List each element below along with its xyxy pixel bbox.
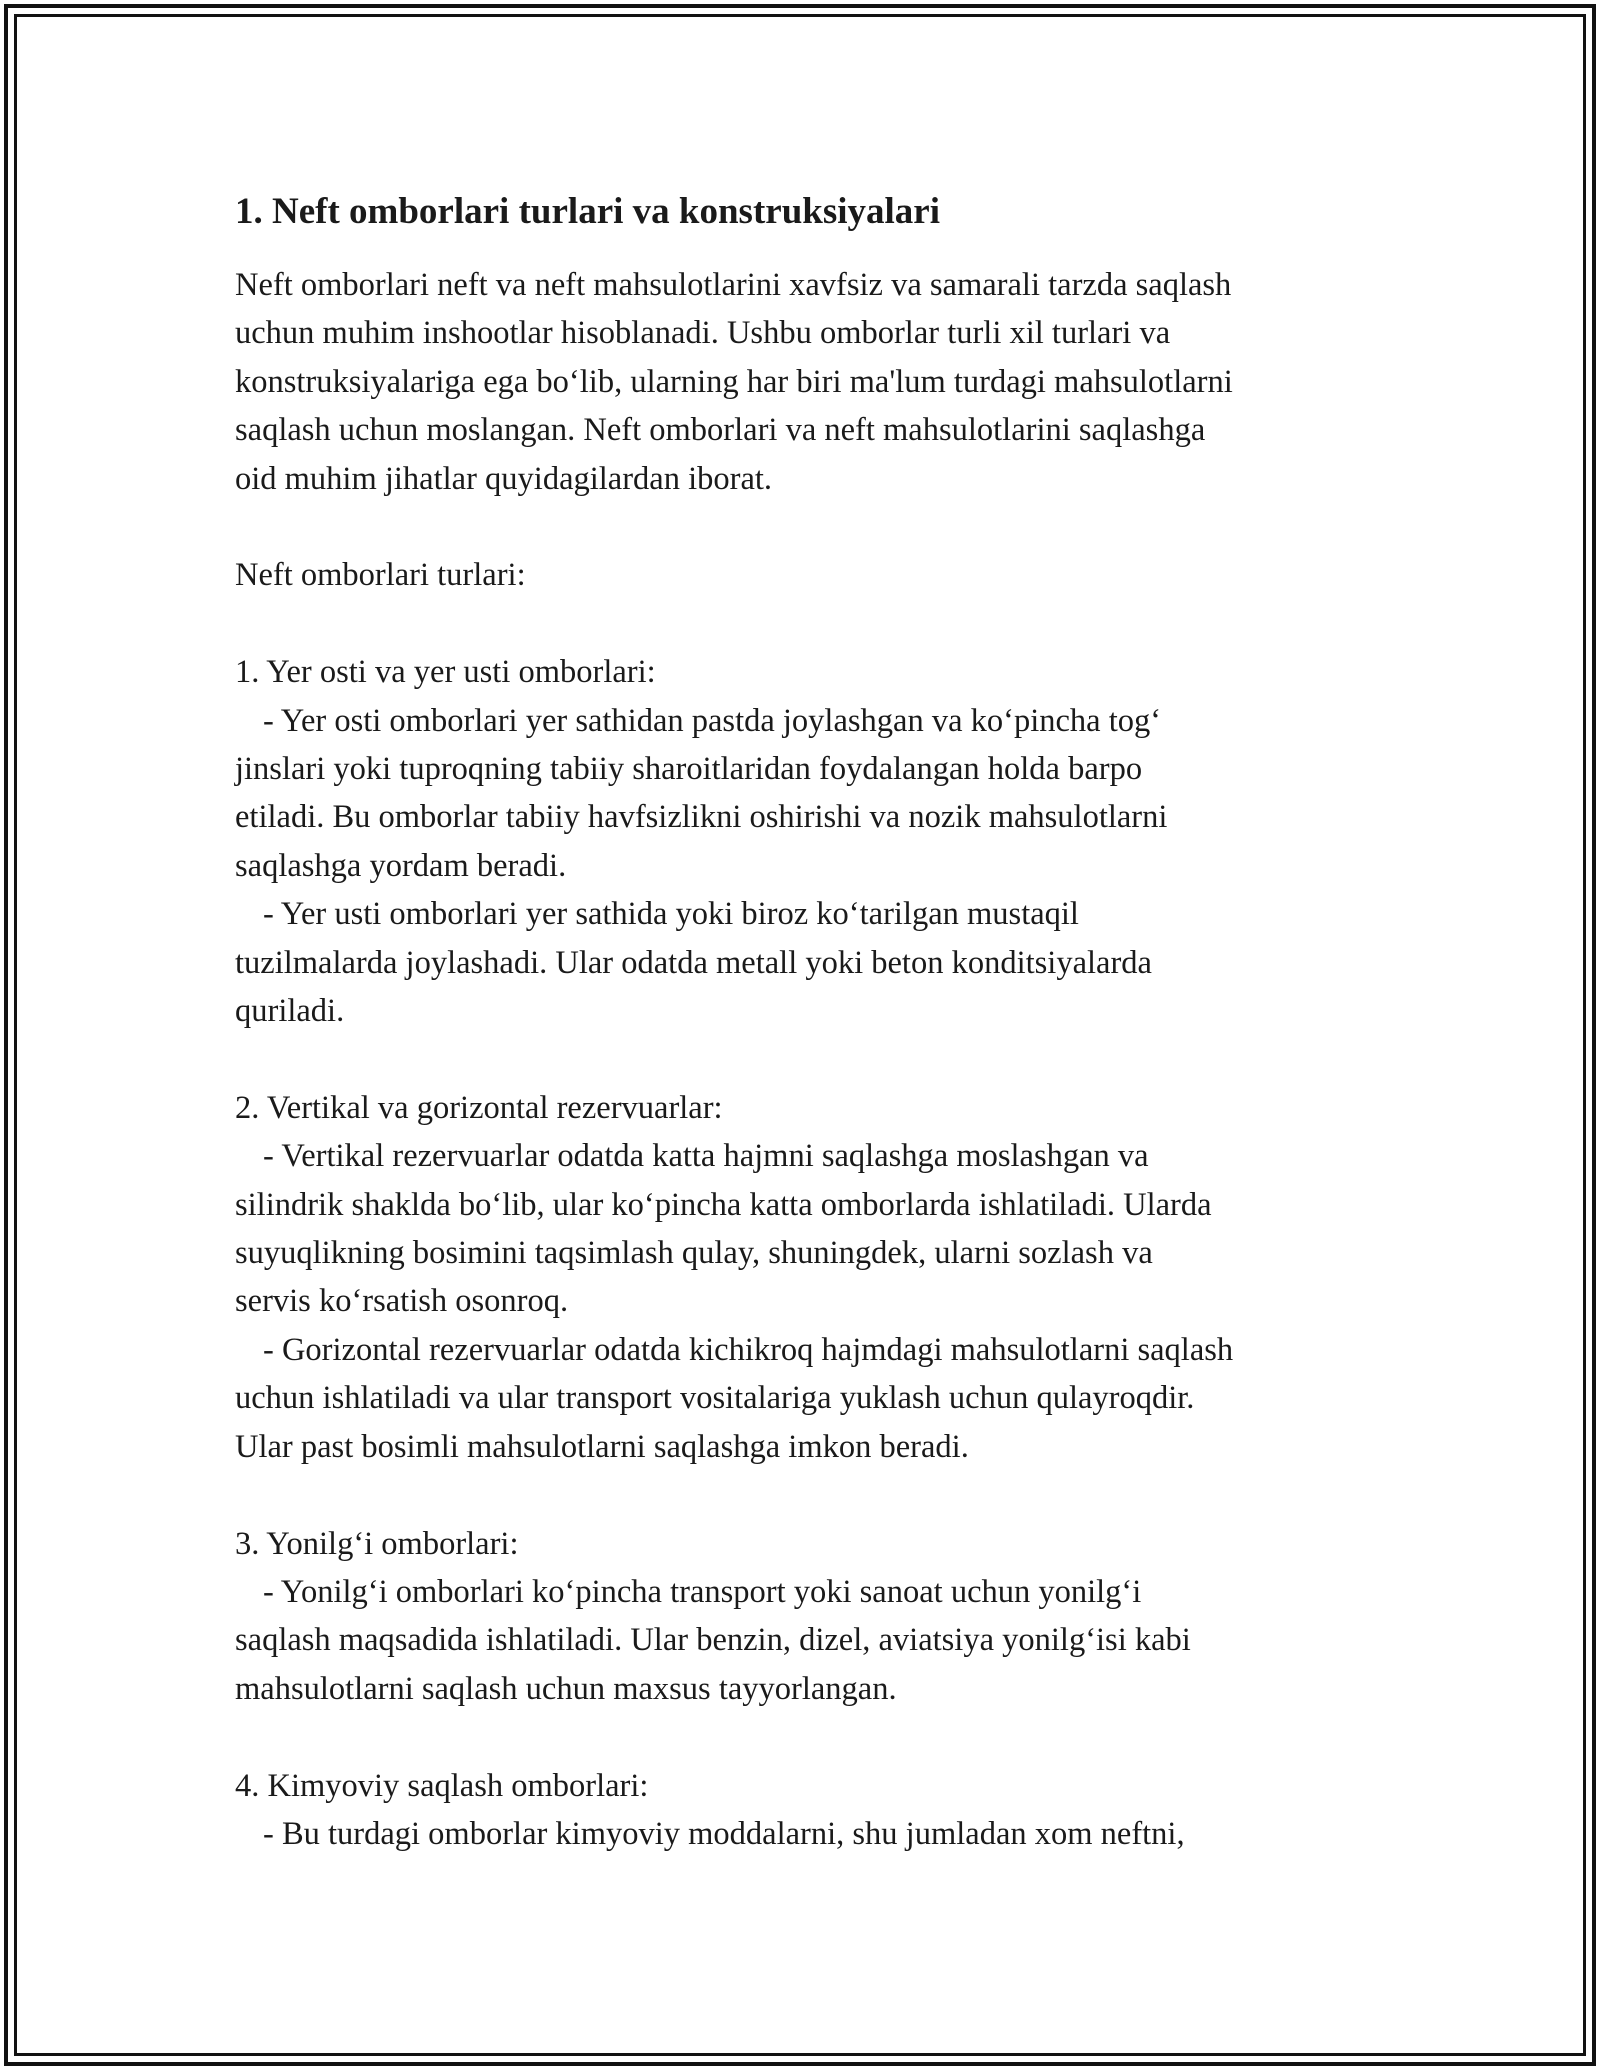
bullet-line: - Bu turdagi omborlar kimyoviy moddalarni, shu jumladan xom neftni, [263,1815,1185,1852]
bullet-line: - Yonilg‘i omborlari ko‘pincha transport yoki sanoat uchun yonilg‘i [263,1573,1142,1610]
text-line: suyuqlikning bosimini taqsimlash qulay, shuningdek, ularni sozlash va [235,1235,1153,1272]
text-line: Neft omborlari neft va neft mahsulotlarini xavfsiz va samarali tarzda saqlash [235,267,1232,303]
bullet-line: - Vertikal rezervuarlar odatda katta hajmni saqlashga moslashgan va [263,1138,1149,1175]
text-line: uchun muhim inshootlar hisoblanadi. Ushbu omborlar turli xil turlari va [235,315,1171,352]
text-line: jinslari yoki tuproqning tabiiy sharoitlaridan foydalangan holda barpo [235,751,1143,788]
text-line: saqlashga yordam beradi. [235,847,567,884]
text-line: uchun ishlatiladi va ular transport vositalariga yuklash uchun qulayroqdir. [235,1380,1195,1417]
intro-paragraph [235,261,1385,503]
text-line: mahsulotlarni saqlash uchun maxsus tayyorlangan. [235,1670,897,1707]
text-line: saqlash maqsadida ishlatiladi. Ular benzin, dizel, aviatsiya yonilg‘isi kabi [235,1622,1191,1659]
text-line: konstruksiyalariga ega bo‘lib, ularning har biri ma'lum turdagi mahsulotlarni [235,363,1233,400]
text-line: oid muhim jihatlar quyidagilardan iborat. [235,460,773,497]
text-line: quriladi. [235,993,345,1030]
section-heading: 1. Yer osti va yer usti omborlari: [235,654,656,691]
section-chemical-storage [235,1762,1385,1859]
section-heading: 2. Vertikal va gorizontal rezervuarlar: [235,1089,723,1126]
section-underground-surface [235,648,1385,1035]
document-body [235,188,1385,1858]
text-line: silindrik shaklda bo‘lib, ular ko‘pincha katta omborlarda ishlatiladi. Ularda [235,1186,1212,1223]
section-vertical-horizontal [235,1084,1385,1471]
bullet-line: - Yer osti omborlari yer sathidan pastda joylashgan va ko‘pincha tog‘ [263,702,1162,739]
text-line: etiladi. Bu omborlar tabiiy havfsizlikni oshirishi va nozik mahsulotlarni [235,799,1168,836]
text-line: Ular past bosimli mahsulotlarni saqlashga imkon beradi. [235,1428,969,1465]
types-heading: Neft omborlari turlari: [235,557,526,594]
bullet-line: - Gorizontal rezervuarlar odatda kichikroq hajmdagi mahsulotlarni saqlash [263,1331,1234,1368]
text-line: servis ko‘rsatish osonroq. [235,1283,569,1320]
text-line: saqlash uchun moslangan. Neft omborlari va neft mahsulotlarini saqlashga [235,412,1206,449]
bullet-line: - Yer usti omborlari yer sathida yoki biroz ko‘tarilgan mustaqil [263,896,1079,933]
section-fuel-storage [235,1520,1385,1714]
text-line: tuzilmalarda joylashadi. Ular odatda metall yoki beton konditsiyalarda [235,944,1152,981]
section-heading: 4. Kimyoviy saqlash omborlari: [235,1767,649,1804]
document-title: 1. Neft omborlari turlari va konstruksiyalari [235,191,941,232]
section-heading: 3. Yonilg‘i omborlari: [235,1525,519,1562]
